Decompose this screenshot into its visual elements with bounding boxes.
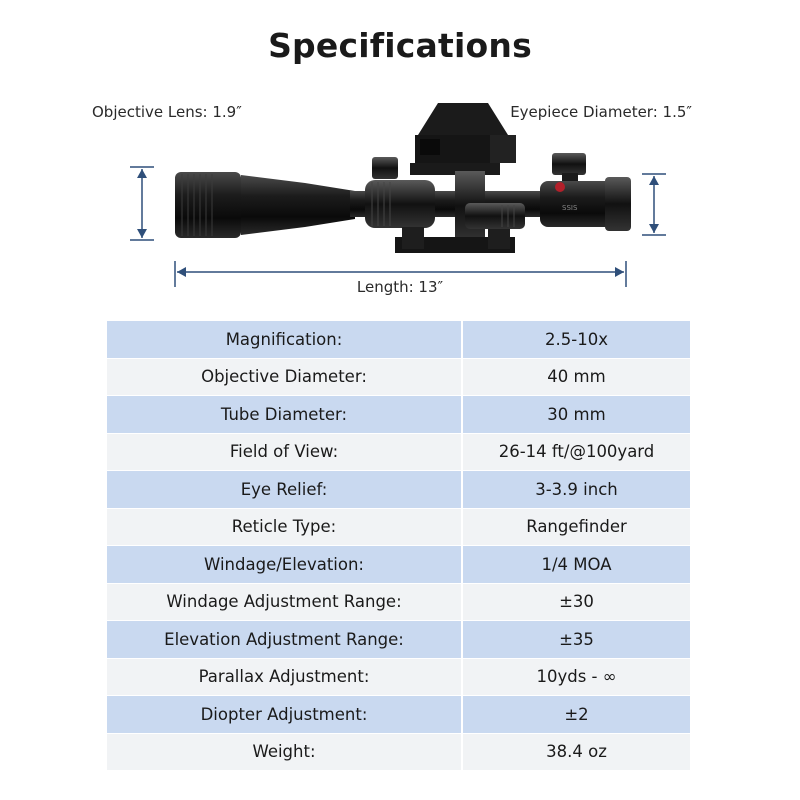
spec-value: Rangefinder: [462, 508, 690, 546]
spec-label: Parallax Adjustment:: [107, 658, 462, 696]
length-label: Length: 13″: [356, 278, 444, 296]
spec-label: Elevation Adjustment Range:: [107, 621, 462, 659]
spec-value: 2.5-10x: [462, 321, 690, 358]
spec-value: 26-14 ft/@100yard: [462, 433, 690, 471]
spec-row: [107, 433, 690, 471]
objective-lens-label: Objective Lens: 1.9″: [92, 103, 242, 121]
spec-label: Reticle Type:: [107, 508, 462, 546]
spec-row: [107, 583, 690, 621]
spec-label: Tube Diameter:: [107, 396, 462, 434]
spec-row: [107, 471, 690, 509]
spec-value: 38.4 oz: [462, 733, 690, 771]
spec-row: [107, 696, 690, 734]
spec-label: Magnification:: [107, 321, 462, 358]
spec-row: [107, 733, 690, 771]
spec-row: [107, 621, 690, 659]
svg-text:SSIS: SSIS: [562, 204, 578, 212]
spec-value: ±30: [462, 583, 690, 621]
spec-value: ±35: [462, 621, 690, 659]
spec-label: Windage Adjustment Range:: [107, 583, 462, 621]
eyepiece-diameter-label: Eyepiece Diameter: 1.5″: [510, 103, 692, 121]
spec-label: Weight:: [107, 733, 462, 771]
specifications-table: [107, 321, 690, 771]
spec-row: [107, 321, 690, 358]
spec-row: [107, 658, 690, 696]
spec-row: [107, 358, 690, 396]
spec-row: [107, 546, 690, 584]
spec-value: 10yds - ∞: [462, 658, 690, 696]
spec-row: [107, 508, 690, 546]
spec-label: Field of View:: [107, 433, 462, 471]
page-title: Specifications: [268, 26, 532, 65]
spec-label: Windage/Elevation:: [107, 546, 462, 584]
spec-label: Objective Diameter:: [107, 358, 462, 396]
spec-row: [107, 396, 690, 434]
spec-value: 30 mm: [462, 396, 690, 434]
spec-value: 1/4 MOA: [462, 546, 690, 584]
spec-label: Eye Relief:: [107, 471, 462, 509]
spec-value: 40 mm: [462, 358, 690, 396]
spec-label: Diopter Adjustment:: [107, 696, 462, 734]
rifle-scope-image: [120, 95, 680, 295]
spec-value: ±2: [462, 696, 690, 734]
spec-value: 3-3.9 inch: [462, 471, 690, 509]
